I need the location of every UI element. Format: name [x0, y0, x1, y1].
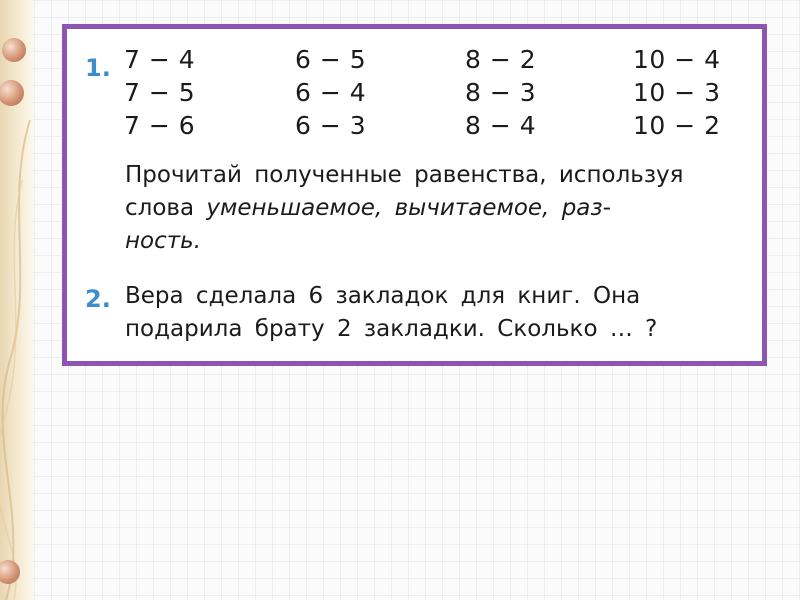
expression: 6 − 3	[295, 111, 367, 140]
term-difference: раз-	[561, 195, 611, 221]
task2-number: 2.	[85, 285, 111, 313]
decorative-bead	[2, 38, 26, 62]
expression: 6 − 5	[295, 45, 367, 74]
expression: 10 − 3	[633, 78, 721, 107]
expression: 6 − 4	[295, 78, 367, 107]
expression: 8 − 3	[465, 78, 537, 107]
task2-line1: Вера сделала 6 закладок для книг. Она	[125, 283, 641, 309]
term-subtrahend: вычитаемое,	[394, 195, 550, 221]
exercise-card	[62, 24, 767, 366]
term-difference-end: ность.	[125, 228, 202, 254]
instruction-text: слова	[125, 195, 207, 221]
task1-instruction-line2	[125, 195, 611, 221]
expression: 10 − 4	[633, 45, 721, 74]
task1-instruction-line1: Прочитай полученные равенства, используя	[125, 162, 684, 188]
expression: 7 − 6	[124, 111, 196, 140]
term-minuend: уменьшаемое,	[206, 195, 383, 221]
task1-instruction-line3	[125, 228, 201, 254]
decorative-side-strip	[0, 0, 36, 600]
expression: 7 − 5	[124, 78, 196, 107]
expression: 7 − 4	[124, 45, 196, 74]
expression: 10 − 2	[633, 111, 721, 140]
task2-line2: подарила брату 2 закладки. Сколько … ?	[125, 316, 658, 342]
expression: 8 − 2	[465, 45, 537, 74]
expression: 8 − 4	[465, 111, 537, 140]
task1-number: 1.	[85, 54, 111, 82]
